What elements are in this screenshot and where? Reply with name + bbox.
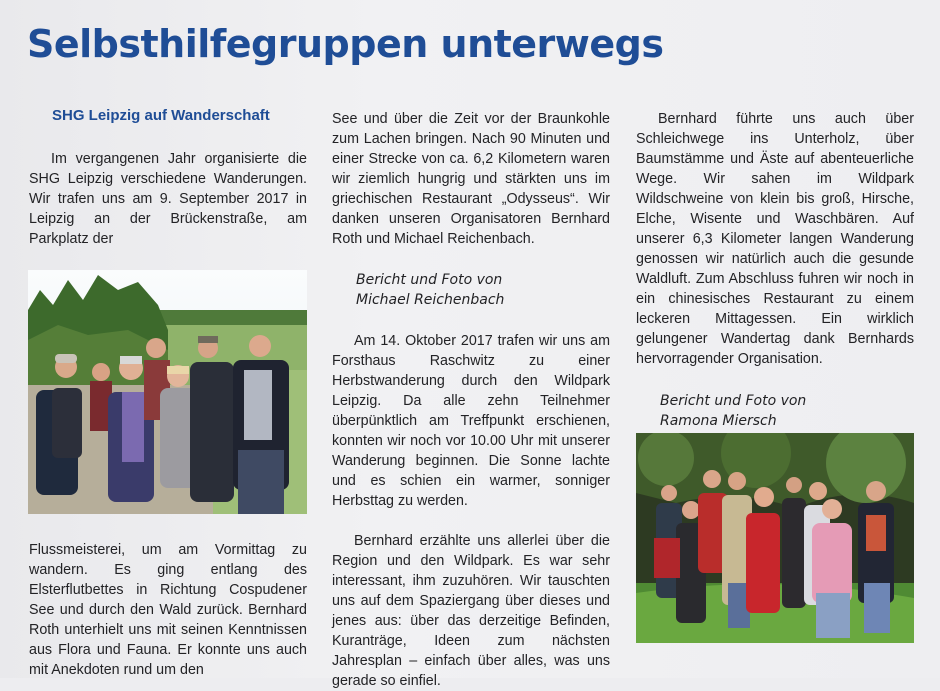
paragraph-herbstwanderung: Am 14. Oktober 2017 trafen wir uns am Forsthaus Raschwitz zu einer Herbstwanderung durch den Wildpark Leipzig. Da alle zehn Teilnehmer überpünktlich am Treffpunkt erschienen, konnten wir noch vor 10.00 Uhr mit unserer Wanderung beginnen. Die Sonne lachte und es schien ein warmer, sonniger Herbsttag zu werden.	[332, 333, 610, 509]
photo-credit-1-label: Bericht und Foto von	[356, 272, 503, 288]
article-subheading: SHG Leipzig auf Wanderschaft	[52, 107, 270, 124]
paragraph-wildpark: Bernhard erzählte uns allerlei über die Region und den Wildpark. Es war sehr interessant, ihm zuzuhören. Wir tauschten uns auf dem Spaziergang über dieses und jenes aus: über das derzeitige Befinden, Kuranträge, Ideen zum nächsten Jahresplan – einfach über alles, was uns gerade so einfiel.	[332, 533, 610, 689]
photo-credit-2-author: Ramona Miersch	[660, 413, 777, 429]
group-photo-2	[636, 433, 914, 643]
paragraph-schleichwege: Bernhard führte uns auch über Schleichwege ins Unterholz, über Baumstämme und Äste auf abenteuerliche Wege. Wir sahen im Wildpark Wildschweine von klein bis groß, Hirsche, Elche, Wisente und Waschbären. Auf unserer 6,3 Kilometer langen Wanderung genossen wir natürlich auch die gesunde Waldluft. Zum Abschluss fuhren wir noch in ein chinesisches Restaurant zu einem leckeren Mittagessen. Ein wirklich gelungener Wandertag dank Bernhards hervorragender Organisation.	[636, 111, 914, 367]
group-photo-1	[28, 270, 307, 514]
photo-credit-1-author: Michael Reichenbach	[356, 292, 505, 308]
photo-credit-2-label: Bericht und Foto von	[660, 393, 807, 409]
column-1-top	[29, 149, 307, 249]
article-title: Selbsthilfegruppen unterwegs	[27, 22, 664, 66]
column-3	[636, 109, 914, 431]
column-2	[332, 109, 610, 691]
paragraph-see: See und über die Zeit vor der Braunkohle zum Lachen bringen. Nach 90 Minuten und einer Strecke von ca. 6,2 Kilometern waren wir ziemlich hungrig und stärkten uns im griechischen Restaurant „Odysseus“. Wir danken unseren Organisatoren Bernhard Roth und Michael Reichenbach.	[332, 111, 610, 247]
column-1-bottom	[29, 540, 307, 680]
paragraph-flussmeisterei: Flussmeisterei, um am Vormittag zu wandern. Es ging entlang des Elsterflutbettes in Richtung Cospudener See und durch den Wald zurück. Bernhard Roth unterhielt uns mit seinen Kenntnissen aus Flora und Fauna. Er konnte uns auch mit Anekdoten rund um den	[29, 542, 307, 678]
paragraph-intro: Im vergangenen Jahr organisierte die SHG Leipzig verschiedene Wanderungen. Wir trafen uns am 9. September 2017 in Leipzig an der Brückenstraße, am Parkplatz der	[29, 151, 307, 247]
